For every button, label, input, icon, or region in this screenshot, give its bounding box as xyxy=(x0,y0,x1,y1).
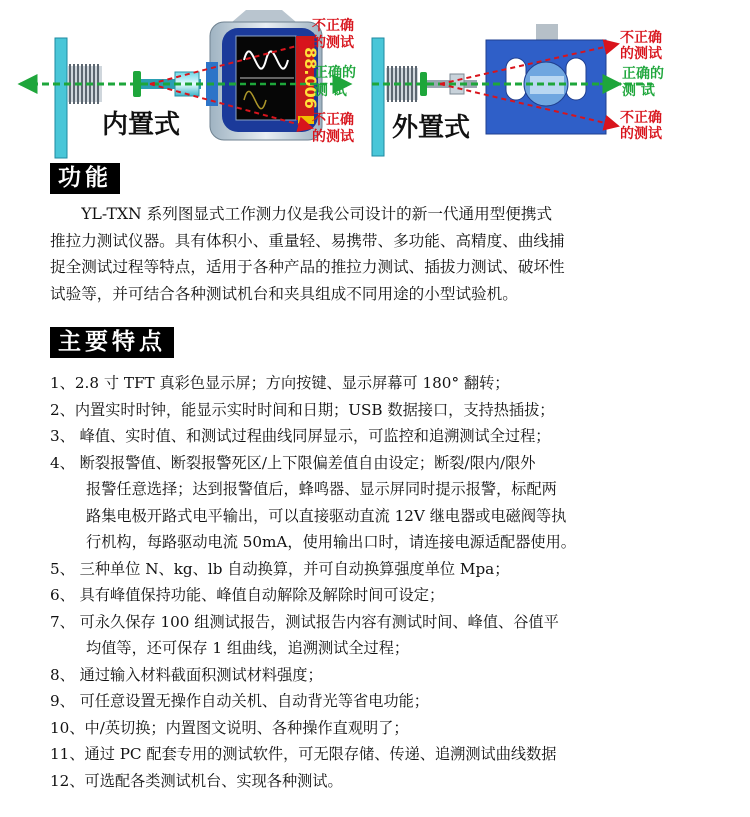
right-incorrect-bottom-line2: 的测试 xyxy=(620,126,662,142)
feature-item: 12、可选配各类测试机台、实现各种测试。 xyxy=(50,771,343,790)
left-incorrect-top-line1: 不正确 xyxy=(312,18,354,34)
measurement-diagram xyxy=(0,0,750,160)
external-type-diagram xyxy=(372,24,669,156)
right-correct-line1: 正确的 xyxy=(622,66,664,82)
feature-item: 1、2.8 寸 TFT 真彩色显示屏；方向按键、显示屏幕可 180° 翻转； xyxy=(50,374,510,392)
feature-item: 5、 三种单位 N、kg、lb 自动换算，并可自动换算强度单位 Mpa； xyxy=(50,559,510,578)
function-line-3: 捉全测试过程等特点，适用于各种产品的推拉力测试、插拔力测试、破坏性 xyxy=(50,258,565,276)
features-list xyxy=(50,370,700,794)
function-heading: 功能 xyxy=(50,163,120,194)
feature-item: 2、内置实时时钟，能显示实时时间和日期；USB 数据接口，支持热插拔； xyxy=(50,400,555,419)
feature-item: 3、 峰值、实时值、和测试过程曲线同屏显示，可监控和追溯测试全过程； xyxy=(50,427,551,445)
right-wall-plate xyxy=(372,38,384,156)
internal-type-diagram xyxy=(20,10,361,158)
left-incorrect-top-line2: 的测试 xyxy=(312,35,354,51)
right-correct-line2: 测 试 xyxy=(622,83,655,99)
right-caption: 外置式 xyxy=(392,113,471,143)
right-incorrect-top-line2: 的测试 xyxy=(620,46,662,62)
left-caption: 内置式 xyxy=(102,110,181,140)
left-display-reading: 88.006 xyxy=(301,47,320,109)
svg-text:正确的 测 试 xyxy=(622,65,669,99)
left-correct-line1: 正确的 xyxy=(314,65,356,81)
external-sensor-block xyxy=(486,24,606,134)
left-incorrect-bottom-line1: 不正确 xyxy=(312,112,354,128)
internal-gauge-body xyxy=(206,10,322,140)
feature-item: 9、 可任意设置无操作自动关机、自动背光等省电功能； xyxy=(50,692,429,710)
svg-text:不正确 的测试 xyxy=(620,29,667,62)
left-correct-line2: 测 试 xyxy=(314,83,347,99)
left-spring xyxy=(68,64,102,104)
feature-item: 6、 具有峰值保持功能、峰值自动解除及解除时间可设定； xyxy=(50,586,445,604)
left-incorrect-bottom-line2: 的测试 xyxy=(312,129,354,145)
feature-item: 8、 通过输入材料截面积测试材料强度； xyxy=(50,665,323,684)
feature-item: 10、中/英切换；内置图文说明、各种操作直观明了； xyxy=(50,718,409,737)
feature-item: 7、 可永久保存 100 组测试报告，测试报告内容有测试时间、峰值、谷值平 xyxy=(50,612,559,631)
feature-line-continuation: 路集电极开路式电平输出，可以直接驱动直流 12V 继电器或电磁阀等执 xyxy=(86,506,567,525)
svg-text:不正确 的测试 xyxy=(620,109,667,142)
right-incorrect-top-line1: 不正确 xyxy=(620,30,662,46)
function-line-2: 推拉力测试仪器。具有体积小、重量轻、易携带、多功能、高精度、曲线捕 xyxy=(50,231,565,250)
left-wall-plate xyxy=(55,38,67,158)
right-spring xyxy=(386,66,418,102)
features-heading: 主要特点 xyxy=(50,327,174,358)
right-incorrect-bottom-line1: 不正确 xyxy=(620,110,662,126)
function-line-4: 试验等，并可结合各种测试机台和夹具组成不同用途的小型试验机。 xyxy=(50,284,518,303)
feature-line-continuation: 行机构，每路驱动电流 50mA，使用输出口时，请连接电源适配器使用。 xyxy=(86,533,576,551)
function-line-1: YL-TXN 系列图显式工作测力仪是我公司设计的新一代通用型便携式 xyxy=(81,205,553,223)
feature-line-continuation: 均值等，还可保存 1 组曲线，追溯测试全过程； xyxy=(86,639,410,657)
feature-item: 4、 断裂报警值、断裂报警死区/上下限偏差值自由设定；断裂/限内/限外 xyxy=(50,453,536,472)
feature-line-continuation: 报警任意选择；达到报警值后，蜂鸣器、显示屏同时提示报警，标配两 xyxy=(86,480,557,498)
feature-item: 11、通过 PC 配套专用的测试软件，可无限存储、传递、追溯测试曲线数据 xyxy=(50,745,557,763)
function-description xyxy=(50,201,700,307)
